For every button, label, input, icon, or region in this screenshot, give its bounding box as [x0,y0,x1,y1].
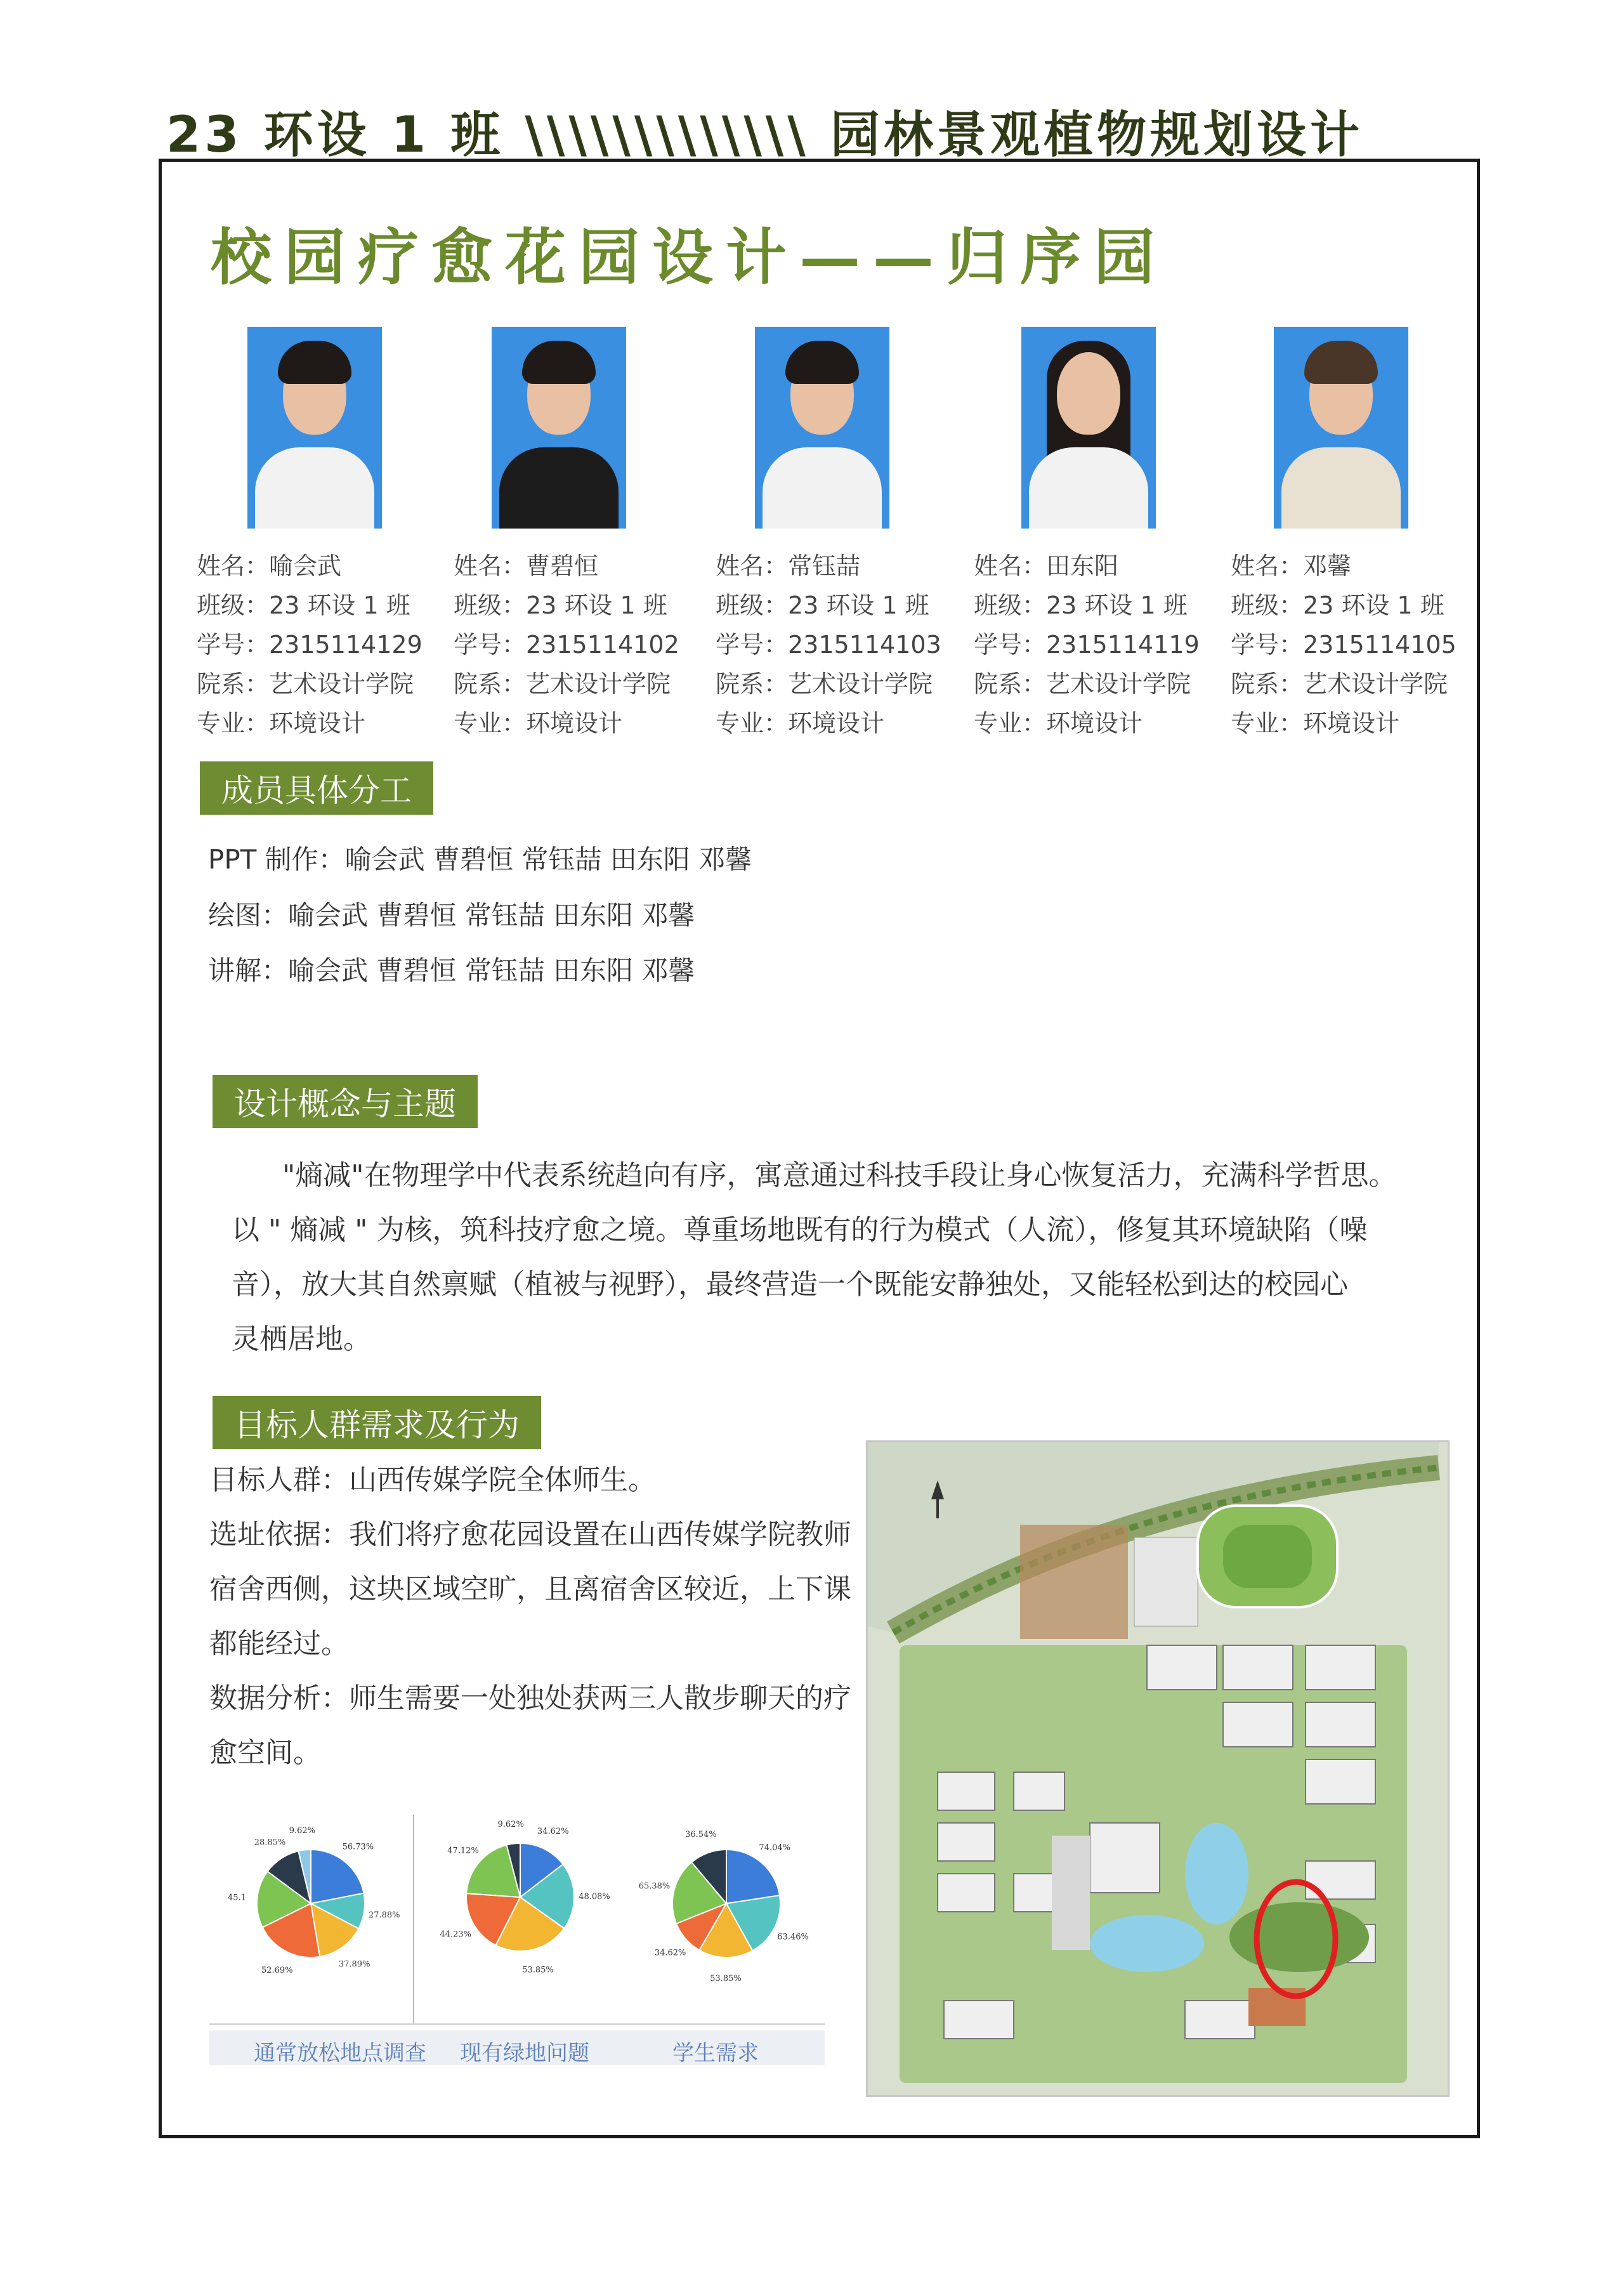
division-line: PPT 制作：喻会武 曹碧恒 常钰喆 田东阳 邓馨 [208,844,752,875]
member-card [454,327,707,743]
concept-line: 音），放大其自然禀赋（植被与视野），最终营造一个既能安静独处，又能轻松到达的校园心 [232,1268,1348,1301]
member-class: 班级：23 环设 1 班 [1231,591,1444,619]
member-class: 班级：23 环设 1 班 [197,591,410,619]
pie-label: 28.85% [254,1838,286,1848]
member-major: 专业：环境设计 [974,709,1143,737]
pie-label: 36.54% [685,1830,717,1840]
pie-label: 44.23% [440,1930,471,1940]
pie-label: 34.62% [537,1827,569,1837]
member-name: 姓名：喻会武 [197,552,342,580]
pie-label: 9.62% [289,1825,316,1836]
member-name: 姓名：邓馨 [1231,552,1352,580]
page-header: 23 环设 1 班 \\\\\\\\\\\\\ 园林景观植物规划设计 [166,107,1363,164]
member-major: 专业：环境设计 [454,709,623,737]
pie-label: 45.1 [227,1893,246,1903]
concept-line: "熵减"在物理学中代表系统趋向有序，寓意通过科技手段让身心恢复活力，充满科学哲思。 [282,1159,1397,1192]
pie-label: 53.85% [522,1965,554,1975]
member-dept: 院系：艺术设计学院 [974,670,1191,698]
target-line: 数据分析：师生需要一处独处获两三人散步聊天的疗 [209,1682,851,1714]
pie-label: 27.88% [368,1910,400,1920]
member-photo [247,327,382,529]
target-line: 宿舍西侧，这块区域空旷，且离宿舍区较近，上下课 [209,1573,851,1605]
member-id: 学号：2315114103 [716,631,941,659]
member-dept: 院系：艺术设计学院 [1231,670,1448,698]
division-line: 绘图：喻会武 曹碧恒 常钰喆 田东阳 邓馨 [208,900,695,931]
target-line: 愈空间。 [209,1737,321,1769]
pie-label: 9.62% [497,1819,524,1829]
pie-slice [726,1850,780,1904]
section-heading-target: 目标人群需求及行为 [213,1396,541,1449]
member-class: 班级：23 环设 1 班 [716,591,929,619]
pie-label: 65.38% [638,1881,671,1891]
pie-label: 52.69% [261,1966,293,1976]
member-major: 专业：环境设计 [1231,709,1400,737]
pie-label: 34.62% [654,1948,686,1958]
member-dept: 院系：艺术设计学院 [197,670,414,698]
concept-line: 以 " 熵减 " 为核，筑科技疗愈之境。尊重场地既有的行为模式（人流），修复其环境缺陷（噪 [232,1214,1368,1246]
member-photo [755,327,889,529]
pie-label: 74.04% [759,1843,790,1853]
member-photo [1021,327,1156,529]
member-photo [492,327,626,529]
member-name: 姓名：常钰喆 [716,552,861,580]
member-card [1231,327,1484,743]
member-id: 学号：2315114102 [454,631,679,659]
campus-map [866,1440,1450,2097]
concept-line: 灵栖居地。 [232,1323,371,1355]
chart-caption: 学生需求 [672,2041,759,2066]
member-photo [1274,327,1408,529]
campus-map-svg [868,1442,1450,2097]
poster-title: 校园疗愈花园设计——归序园 [211,221,1167,293]
survey-charts-svg [209,1815,825,2068]
member-class: 班级：23 环设 1 班 [974,591,1188,619]
member-major: 专业：环境设计 [716,709,885,737]
target-line: 目标人群：山西传媒学院全体师生。 [209,1464,656,1496]
member-id: 学号：2315114105 [1231,631,1457,659]
member-id: 学号：2315114119 [974,631,1200,659]
pie-label: 53.85% [710,1973,742,1983]
chart-caption: 通常放松地点调查 [254,2041,426,2066]
pie-label: 63.46% [777,1932,809,1942]
pie-label: 47.12% [447,1846,479,1856]
member-name: 姓名：曹碧恒 [454,552,599,580]
member-class: 班级：23 环设 1 班 [454,591,667,619]
member-card [974,327,1228,743]
chart-caption: 现有绿地问题 [460,2041,589,2066]
division-line: 讲解：喻会武 曹碧恒 常钰喆 田东阳 邓馨 [208,955,695,986]
member-major: 专业：环境设计 [197,709,366,737]
member-dept: 院系：艺术设计学院 [716,670,933,698]
member-dept: 院系：艺术设计学院 [454,670,671,698]
target-line: 选址依据：我们将疗愈花园设置在山西传媒学院教师 [209,1518,851,1551]
member-card [197,327,450,743]
member-id: 学号：2315114129 [197,631,422,659]
pie-label: 56.73% [342,1842,374,1852]
member-card [716,327,969,743]
survey-charts [209,1815,825,2068]
pie-label: 37.89% [338,1959,370,1969]
section-heading-division: 成员具体分工 [200,761,433,815]
pie-label: 48.08% [579,1891,610,1902]
target-line: 都能经过。 [209,1628,349,1660]
member-name: 姓名：田东阳 [974,552,1119,580]
section-heading-concept: 设计概念与主题 [213,1075,478,1128]
